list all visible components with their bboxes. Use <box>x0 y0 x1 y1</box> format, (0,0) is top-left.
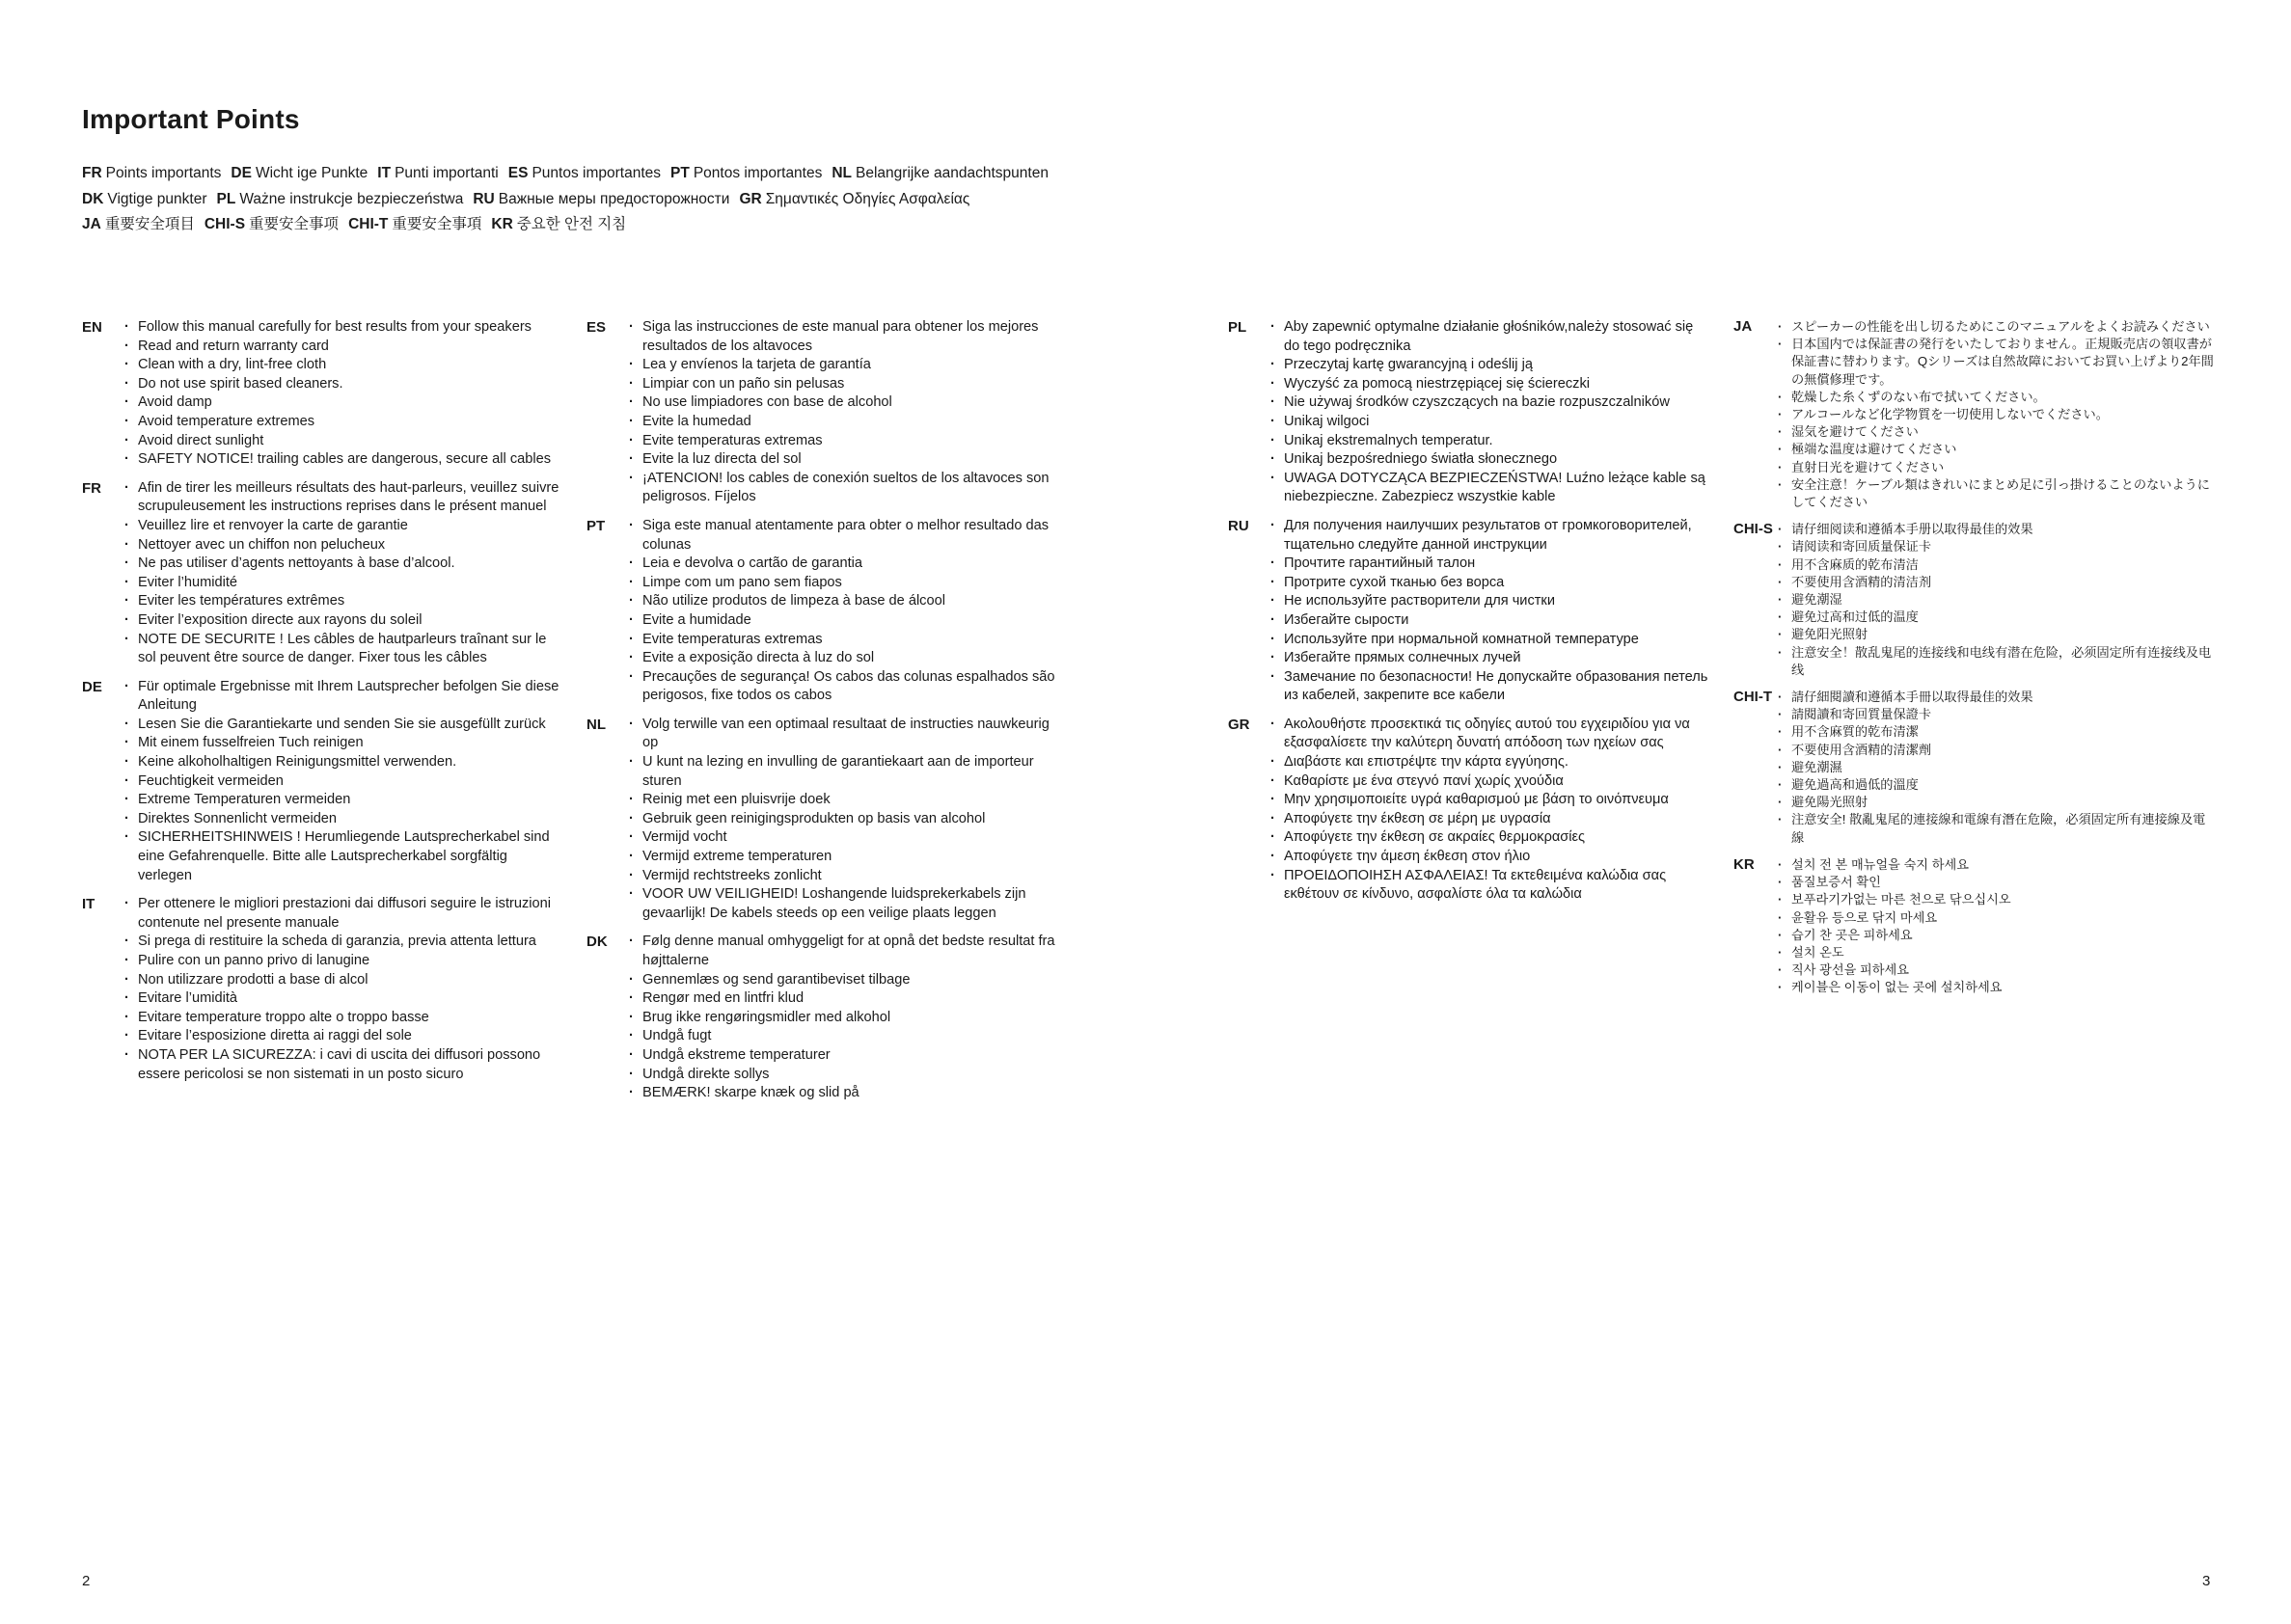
instruction-item: · Lesen Sie die Garantiekarte und senden Sie sie ausgefüllt zurück <box>124 716 564 735</box>
instruction-item: · Für optimale Ergebnisse mit Ihrem Lautsprecher befolgen Sie diese Anleitung <box>124 678 564 716</box>
language-index-line <box>82 212 1058 238</box>
instruction-item: · Si prega di restituire la scheda di garanzia, previa attenta lettura <box>124 933 564 952</box>
instruction-list <box>124 678 564 886</box>
language-section-de <box>82 678 564 886</box>
language-code: KR <box>491 216 513 232</box>
instruction-item: · Unikaj wilgoci <box>1270 413 1710 432</box>
instruction-item: · 用不含麻質的乾布清潔 <box>1778 723 2216 741</box>
instruction-item: · Rengør med en lintfri klud <box>629 989 1069 1009</box>
instruction-item: · 不要使用含酒精的清潔劑 <box>1778 742 2216 759</box>
content-column-3 <box>1228 318 1710 914</box>
instruction-item: · Reinig met een pluisvrije doek <box>629 791 1069 810</box>
instruction-item: · Pulire con un panno privo di lanugine <box>124 952 564 971</box>
page-number-left: 2 <box>82 1573 91 1589</box>
instruction-item: · Протрите сухой тканью без ворса <box>1270 574 1710 593</box>
language-index-line <box>82 187 1058 213</box>
instruction-item: · Для получения наилучших результатов от громкоговорителей, тщательно следуйте данной инструкции <box>1270 517 1710 555</box>
language-code: RU <box>1228 517 1249 534</box>
instruction-item: · Используйте при нормальной комнатной температуре <box>1270 631 1710 650</box>
language-code: CHI-T <box>1733 689 1772 706</box>
language-code: DE <box>231 165 252 181</box>
instruction-item: · Direktes Sonnenlicht vermeiden <box>124 810 564 829</box>
language-heading: Ważne instrukcje bezpieczeństwa <box>239 190 464 207</box>
language-section-chi-s <box>1733 521 2216 679</box>
instruction-item: · Do not use spirit based cleaners. <box>124 375 564 394</box>
instruction-item: · 極端な温度は避けてください <box>1778 441 2216 458</box>
language-index-item <box>82 165 221 181</box>
language-code: RU <box>473 190 495 207</box>
instruction-item: · 請仔細閱讀和遵循本手冊以取得最佳的效果 <box>1778 689 2216 706</box>
language-section-dk <box>586 933 1069 1102</box>
instruction-item: · Undgå fugt <box>629 1027 1069 1046</box>
instruction-item: · 湿気を避けてください <box>1778 423 2216 441</box>
instruction-item: · 避免潮濕 <box>1778 759 2216 776</box>
instruction-item: · 请仔细阅读和遵循本手册以取得最佳的效果 <box>1778 521 2216 538</box>
instruction-item: · BEMÆRK! skarpe knæk og slid på <box>629 1084 1069 1103</box>
page-title: Important Points <box>82 104 300 134</box>
instruction-item: · Mit einem fusselfreien Tuch reinigen <box>124 734 564 753</box>
instruction-item: · Evite a exposição directa à luz do sol <box>629 649 1069 668</box>
instruction-item: · 用不含麻质的乾布清洁 <box>1778 556 2216 574</box>
instruction-item: · Afin de tirer les meilleurs résultats des haut-parleurs, veuillez suivre scrupuleusement les instructions reprises dans le présent manuel <box>124 479 564 517</box>
language-code: CHI-S <box>1733 521 1773 538</box>
instruction-item: · 품질보증서 확인 <box>1778 874 2216 891</box>
language-index-item <box>832 165 1049 181</box>
instruction-item: · NOTE DE SECURITE ! Les câbles de hautparleurs traînant sur le sol peuvent être source de danger. Fixer tous les câbles <box>124 631 564 668</box>
instruction-item: · 請閱讀和寄回質量保證卡 <box>1778 706 2216 723</box>
instruction-item: · Не используйте растворители для чистки <box>1270 592 1710 611</box>
page-number-right: 3 <box>2202 1573 2211 1589</box>
instruction-item: · Read and return warranty card <box>124 338 564 357</box>
instruction-item: · Evitare l’umidità <box>124 989 564 1009</box>
instruction-item: · 직사 광선을 피하세요 <box>1778 961 2216 979</box>
language-code: IT <box>377 165 392 181</box>
instruction-item: · Прочтите гарантийный талон <box>1270 555 1710 574</box>
language-index-item <box>473 191 729 207</box>
instruction-item: · Keine alkoholhaltigen Reinigungsmittel verwenden. <box>124 753 564 772</box>
instruction-item: · Evitare temperature troppo alte o troppo basse <box>124 1009 564 1028</box>
language-index-item <box>508 165 661 181</box>
instruction-item: · 避免陽光照射 <box>1778 794 2216 811</box>
instruction-item: · Vermijd extreme temperaturen <box>629 848 1069 867</box>
instruction-item: · Limpiar con un paño sin pelusas <box>629 375 1069 394</box>
language-code: CHI-S <box>204 216 246 232</box>
content-column-2 <box>586 318 1069 1113</box>
content-column-4 <box>1733 318 2216 1007</box>
instruction-item: · Aby zapewnić optymalne działanie głośników,należy stosować się do tego podręcznika <box>1270 318 1710 356</box>
language-index-item <box>82 191 207 207</box>
instruction-item: · Avoid direct sunlight <box>124 432 564 451</box>
instruction-item: · Αποφύγετε την έκθεση σε μέρη με υγρασία <box>1270 810 1710 829</box>
instruction-item: · Wyczyść za pomocą niestrzępiącej się ściereczki <box>1270 375 1710 394</box>
instruction-list <box>124 895 564 1084</box>
language-heading: Points importants <box>105 165 222 181</box>
instruction-item: · Brug ikke rengøringsmidler med alkohol <box>629 1009 1069 1028</box>
language-index-item <box>377 165 498 181</box>
instruction-item: · Evite temperaturas extremas <box>629 631 1069 650</box>
instruction-item: · Clean with a dry, lint-free cloth <box>124 356 564 375</box>
instruction-item: · 请阅读和寄回质量保证卡 <box>1778 538 2216 555</box>
language-index-item <box>205 216 339 232</box>
instruction-item: · Veuillez lire et renvoyer la carte de garantie <box>124 517 564 536</box>
instruction-item: · Избегайте сырости <box>1270 611 1710 631</box>
instruction-list <box>1270 517 1710 706</box>
instruction-item: · VOOR UW VEILIGHEID! Loshangende luidsprekerkabels zijn gevaarlijk! De kabels steeds op een veilige plaats leggen <box>629 885 1069 923</box>
language-code: GR <box>739 190 762 207</box>
instruction-item: · 케이블은 이동이 없는 곳에 설치하세요 <box>1778 979 2216 996</box>
instruction-item: · Avoid damp <box>124 393 564 413</box>
language-section-es <box>586 318 1069 507</box>
instruction-item: · U kunt na lezing en invulling de garantiekaart aan de importeur sturen <box>629 753 1069 791</box>
instruction-item: · Eviter l’humidité <box>124 574 564 593</box>
language-section-nl <box>586 716 1069 924</box>
instruction-item: · 避免潮湿 <box>1778 591 2216 609</box>
instruction-item: · Não utilize produtos de limpeza à base de álcool <box>629 592 1069 611</box>
instruction-list <box>629 716 1069 924</box>
instruction-item: · 避免阳光照射 <box>1778 626 2216 643</box>
instruction-item: · Evitare l’esposizione diretta ai raggi del sole <box>124 1027 564 1046</box>
instruction-item: · Διαβάστε και επιστρέψτε την κάρτα εγγύησης. <box>1270 753 1710 772</box>
language-section-kr <box>1733 856 2216 997</box>
instruction-item: · 不要使用含酒精的清洁剂 <box>1778 574 2216 591</box>
instruction-item: · アルコールなど化学物質を一切使用しないでください。 <box>1778 406 2216 423</box>
instruction-list <box>629 318 1069 507</box>
language-index-item <box>231 165 368 181</box>
instruction-item: · ΠΡΟΕΙΔΟΠΟΙΗΣΗ ΑΣΦΑΛΕΙΑΣ! Τα εκτεθειμένα καλώδια σας εκθέτουν σε κίνδυνο, ασφαλίστε όλα τα καλώδια <box>1270 867 1710 905</box>
instruction-list <box>629 517 1069 706</box>
instruction-item: · Unikaj bezpośredniego światła słonecznego <box>1270 450 1710 470</box>
language-heading: 重要安全事项 <box>249 216 340 232</box>
instruction-item: · Nie używaj środków czyszczących na bazie rozpuszczalników <box>1270 393 1710 413</box>
language-heading: Puntos importantes <box>532 165 661 181</box>
instruction-item: · Undgå direkte sollys <box>629 1066 1069 1085</box>
instruction-item: · 乾燥した糸くずのない布で拭いてください。 <box>1778 389 2216 406</box>
language-index-item <box>670 165 822 181</box>
language-section-fr <box>82 479 564 668</box>
language-heading: Punti importanti <box>395 165 499 181</box>
language-code: PL <box>216 190 236 207</box>
instruction-item: · 避免過高和過低的溫度 <box>1778 776 2216 794</box>
instruction-item: · Siga las instrucciones de este manual para obtener los mejores resultados de los altavoces <box>629 318 1069 356</box>
language-heading: Wicht ige Punkte <box>255 165 368 181</box>
language-code: IT <box>82 896 95 913</box>
language-section-ja <box>1733 318 2216 511</box>
language-heading: Σημαντικές Οδηγίες Ασφαλείας <box>765 190 970 207</box>
instruction-item: · Følg denne manual omhyggeligt for at opnå det bedste resultat fra højttalerne <box>629 933 1069 970</box>
instruction-item: · Evite temperaturas extremas <box>629 432 1069 451</box>
language-index-item <box>348 216 481 232</box>
language-index-line <box>82 161 1058 187</box>
language-code: JA <box>1733 318 1753 335</box>
language-code: NL <box>832 165 853 181</box>
instruction-list <box>1270 318 1710 507</box>
language-code: PT <box>670 165 690 181</box>
language-code: EN <box>82 319 102 336</box>
language-heading: Belangrijke aandachtspunten <box>856 165 1049 181</box>
instruction-item: · Замечание по безопасности! Не допускайте образования петель из кабелей, закрепите все кабели <box>1270 668 1710 706</box>
instruction-item: · Leia e devolva o cartão de garantia <box>629 555 1069 574</box>
instruction-item: · 直射日光を避けてください <box>1778 459 2216 476</box>
instruction-item: · Feuchtigkeit vermeiden <box>124 772 564 792</box>
language-section-gr <box>1228 716 1710 905</box>
instruction-list <box>1778 521 2216 679</box>
language-heading: Важные меры предосторожности <box>498 190 730 207</box>
language-index-item <box>739 191 969 207</box>
instruction-item: · ¡ATENCION! los cables de conexión sueltos de los altavoces son peligrosos. Fíjelos <box>629 470 1069 507</box>
language-section-pl <box>1228 318 1710 507</box>
language-index-item <box>217 191 464 207</box>
language-section-pt <box>586 517 1069 706</box>
instruction-item: · SAFETY NOTICE! trailing cables are dangerous, secure all cables <box>124 450 564 470</box>
instruction-list <box>1778 689 2216 847</box>
language-code: DK <box>82 190 104 207</box>
language-heading: 중요한 안전 지침 <box>516 216 627 232</box>
instruction-item: · Lea y envíenos la tarjeta de garantía <box>629 356 1069 375</box>
instruction-item: · スピーカーの性能を出し切るためにこのマニュアルをよくお読みください <box>1778 318 2216 336</box>
instruction-item: · Καθαρίστε με ένα στεγνό πανί χωρίς χνούδια <box>1270 772 1710 792</box>
instruction-item: · 습기 찬 곳은 피하세요 <box>1778 927 2216 944</box>
language-code: ES <box>507 165 529 181</box>
instruction-item: · Gennemlæs og send garantibeviset tilbage <box>629 971 1069 990</box>
language-section-it <box>82 895 564 1084</box>
instruction-item: · Extreme Temperaturen vermeiden <box>124 791 564 810</box>
instruction-item: · Undgå ekstreme temperaturer <box>629 1046 1069 1066</box>
instruction-item: · Non utilizzare prodotti a base di alcol <box>124 971 564 990</box>
language-section-ru <box>1228 517 1710 706</box>
language-section-chi-t <box>1733 689 2216 847</box>
instruction-item: · Evite la luz directa del sol <box>629 450 1069 470</box>
language-heading: 重要安全項目 <box>104 216 195 232</box>
instruction-item: · Przeczytaj kartę gwarancyjną i odeślij ją <box>1270 356 1710 375</box>
instruction-list <box>124 318 564 470</box>
language-code: ES <box>586 319 607 336</box>
instruction-item: · Eviter l’exposition directe aux rayons du soleil <box>124 611 564 631</box>
language-heading: Pontos importantes <box>693 165 823 181</box>
instruction-item: · Avoid temperature extremes <box>124 413 564 432</box>
instruction-item: · NOTA PER LA SICUREZZA: i cavi di uscita dei diffusori possono essere pericolosi se non sistemati in un posto sicuro <box>124 1046 564 1084</box>
instruction-item: · Unikaj ekstremalnych temperatur. <box>1270 432 1710 451</box>
language-code: NL <box>586 716 606 733</box>
instruction-item: · Vermijd rechtstreeks zonlicht <box>629 867 1069 886</box>
instruction-item: · Ακολουθήστε προσεκτικά τις οδηγίες αυτού του εγχειριδίου για να εξασφαλίσετε την καλύτερη δυνατή απόδοση των ηχείων σας <box>1270 716 1710 753</box>
instruction-list <box>1778 856 2216 997</box>
instruction-item: · Избегайте прямых солнечных лучей <box>1270 649 1710 668</box>
instruction-list <box>1270 716 1710 905</box>
instruction-list <box>1778 318 2216 511</box>
language-section-en <box>82 318 564 470</box>
instruction-item: · Limpe com um pano sem fiapos <box>629 574 1069 593</box>
language-code: FR <box>82 165 102 181</box>
language-code: KR <box>1733 855 1755 873</box>
language-code: CHI-T <box>348 216 389 232</box>
language-code: DE <box>82 678 102 695</box>
instruction-item: · Evite la humedad <box>629 413 1069 432</box>
language-heading: 重要安全事項 <box>392 216 482 232</box>
instruction-item: · UWAGA DOTYCZĄCA BEZPIECZEŃSTWA! Luźno leżące kable są niebezpieczne. Zabezpiecz wszystkie kable <box>1270 470 1710 507</box>
instruction-item: · Volg terwille van een optimaal resultaat de instructies nauwkeurig op <box>629 716 1069 753</box>
language-heading: Vigtige punkter <box>107 190 207 207</box>
instruction-item: · 注意安全! 散亂鬼尾的連接線和電線有潛在危險，必須固定所有連接線及電線 <box>1778 811 2216 846</box>
instruction-item: · 윤활유 등으로 닦지 마세요 <box>1778 909 2216 927</box>
instruction-item: · Per ottenere le migliori prestazioni dai diffusori seguire le istruzioni contenute nel presente manuale <box>124 895 564 933</box>
instruction-item: · 安全注意！ケーブル類はきれいにまとめ足に引っ掛けることのないようにしてください <box>1778 476 2216 511</box>
language-index <box>82 161 1058 238</box>
language-index-item <box>491 216 626 232</box>
language-code: FR <box>82 479 101 497</box>
instruction-item: · Ne pas utiliser d’agents nettoyants à base d’alcool. <box>124 555 564 574</box>
instruction-item: · 설치 온도 <box>1778 944 2216 961</box>
instruction-item: · Precauções de segurança! Os cabos das colunas espalhados são perigosos, fixe todos os cabos <box>629 668 1069 706</box>
instruction-list <box>629 933 1069 1102</box>
instruction-item: · 注意安全！散乱鬼尾的连接线和电线有潜在危险，必须固定所有连接线及电线 <box>1778 644 2216 679</box>
instruction-item: · Gebruik geen reinigingsprodukten op basis van alcohol <box>629 810 1069 829</box>
instruction-item: · SICHERHEITSHINWEIS ! Herumliegende Lautsprecherkabel sind eine Gefahrenquelle. Bitte alle Lautsprecherkabel sorgfältig verlegen <box>124 828 564 885</box>
instruction-item: · Nettoyer avec un chiffon non pelucheux <box>124 536 564 555</box>
instruction-item: · 避免过高和过低的温度 <box>1778 609 2216 626</box>
instruction-item: · Μην χρησιμοποιείτε υγρά καθαρισμού με βάση το οινόπνευμα <box>1270 791 1710 810</box>
language-code: JA <box>82 216 101 232</box>
instruction-item: · Αποφύγετε την έκθεση σε ακραίες θερμοκρασίες <box>1270 828 1710 848</box>
instruction-item: · Evite a humidade <box>629 611 1069 631</box>
content-column-1 <box>82 318 564 1094</box>
instruction-item: · Vermijd vocht <box>629 828 1069 848</box>
instruction-item: · Siga este manual atentamente para obter o melhor resultado das colunas <box>629 517 1069 555</box>
instruction-item: · 日本国内では保証書の発行をいたしておりません。正規販売店の領収書が保証書に替わります。Qシリーズは自然故障においてお買い上げより2年間の無償修理です。 <box>1778 336 2216 389</box>
instruction-item: · 보푸라기가없는 마른 천으로 닦으십시오 <box>1778 891 2216 908</box>
language-code: PL <box>1228 319 1247 336</box>
instruction-item: · Αποφύγετε την άμεση έκθεση στον ήλιο <box>1270 848 1710 867</box>
language-code: DK <box>586 934 608 951</box>
instruction-item: · Follow this manual carefully for best results from your speakers <box>124 318 564 338</box>
language-code: PT <box>586 517 606 534</box>
instruction-list <box>124 479 564 668</box>
instruction-item: · 설치 전 본 매뉴얼을 숙지 하세요 <box>1778 856 2216 874</box>
language-index-item <box>82 216 195 232</box>
instruction-item: · Eviter les températures extrêmes <box>124 592 564 611</box>
language-code: GR <box>1228 716 1250 733</box>
instruction-item: · No use limpiadores con base de alcohol <box>629 393 1069 413</box>
